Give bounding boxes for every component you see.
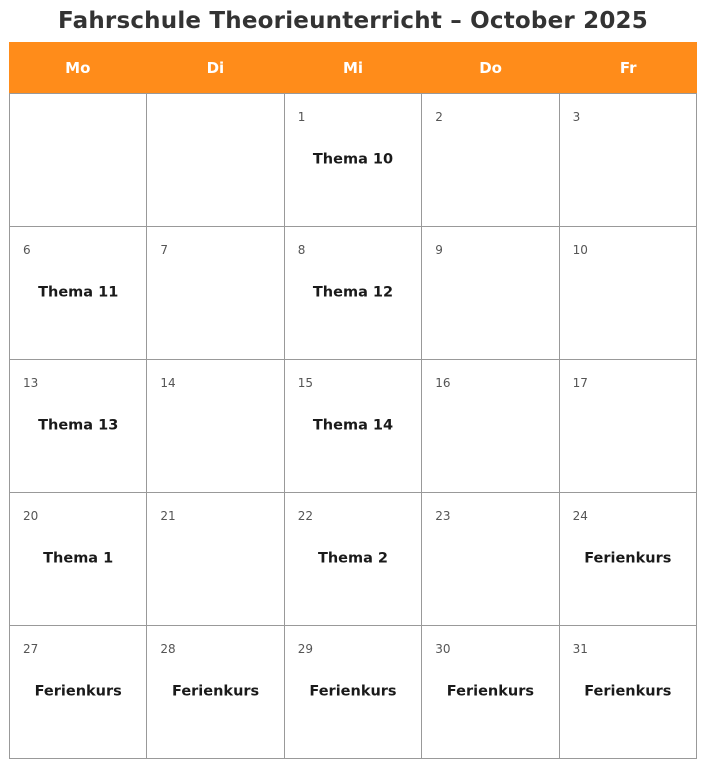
- day-cell: [422, 94, 559, 227]
- weekday-header-fr: Fr: [619, 58, 637, 77]
- day-cell: [147, 493, 284, 626]
- day-cell: [10, 493, 147, 626]
- day-cell: [422, 360, 559, 493]
- day-cell: [560, 94, 697, 227]
- day-number: 17: [572, 376, 588, 390]
- weekday-header-mi: Mi: [342, 58, 364, 77]
- day-cell: [147, 227, 284, 360]
- day-cell: [285, 493, 422, 626]
- page-title: Fahrschule Theorieunterricht – October 2025: [58, 8, 648, 34]
- day-cell: [10, 94, 147, 227]
- day-cell: [285, 94, 422, 227]
- day-cell: [560, 493, 697, 626]
- event-label: Ferienkurs: [584, 550, 672, 567]
- day-number: 3: [572, 110, 581, 124]
- event-label: Ferienkurs: [584, 683, 672, 700]
- day-cell: [10, 227, 147, 360]
- day-number: 7: [160, 243, 169, 257]
- day-number: 2: [435, 110, 443, 124]
- day-cell: [560, 227, 697, 360]
- event-label: Thema 11: [38, 284, 119, 301]
- day-number: 1: [297, 110, 306, 124]
- day-cell: [422, 227, 559, 360]
- event-label: Ferienkurs: [309, 683, 397, 700]
- day-number: 13: [23, 376, 39, 390]
- title-bar: [0, 0, 706, 42]
- day-cell: [147, 626, 284, 759]
- day-cell: [147, 94, 284, 227]
- day-cell: [560, 626, 697, 759]
- day-cell: [422, 493, 559, 626]
- day-number: 16: [435, 376, 451, 390]
- day-cell: [285, 626, 422, 759]
- day-number: 6: [23, 243, 31, 257]
- weekday-header-do: Do: [479, 58, 502, 77]
- day-number: 9: [435, 243, 443, 257]
- weekday-header-row: [9, 42, 697, 93]
- day-number: 24: [572, 509, 588, 523]
- day-number: 29: [297, 642, 314, 656]
- day-number: 27: [23, 642, 39, 656]
- day-cell: [10, 626, 147, 759]
- day-number: 14: [160, 376, 176, 390]
- event-label: Ferienkurs: [172, 683, 260, 700]
- day-number: 20: [23, 509, 39, 523]
- day-cell: [422, 626, 559, 759]
- day-number: 23: [435, 509, 451, 523]
- day-number: 10: [572, 243, 588, 257]
- event-label: Thema 12: [312, 284, 394, 301]
- event-label: Ferienkurs: [34, 683, 122, 700]
- event-label: Thema 10: [312, 151, 394, 168]
- event-label: Thema 1: [43, 550, 114, 567]
- day-number: 15: [297, 376, 314, 390]
- day-cell: [285, 360, 422, 493]
- event-label: Thema 2: [317, 550, 389, 567]
- day-cell: [560, 360, 697, 493]
- event-label: Thema 13: [38, 417, 119, 434]
- day-number: 28: [160, 642, 176, 656]
- event-label: Thema 14: [312, 417, 394, 434]
- day-cell: [285, 227, 422, 360]
- weekday-header-mo: Mo: [65, 58, 91, 77]
- day-number: 21: [160, 509, 176, 523]
- day-cell: [10, 360, 147, 493]
- day-number: 30: [435, 642, 451, 656]
- day-cell: [147, 360, 284, 493]
- weekday-header-di: Di: [206, 58, 225, 77]
- day-number: 31: [572, 642, 588, 656]
- event-label: Ferienkurs: [446, 683, 534, 700]
- calendar-grid: [9, 93, 697, 759]
- day-number: 8: [297, 243, 306, 257]
- calendar: [9, 42, 697, 759]
- day-number: 22: [297, 509, 314, 523]
